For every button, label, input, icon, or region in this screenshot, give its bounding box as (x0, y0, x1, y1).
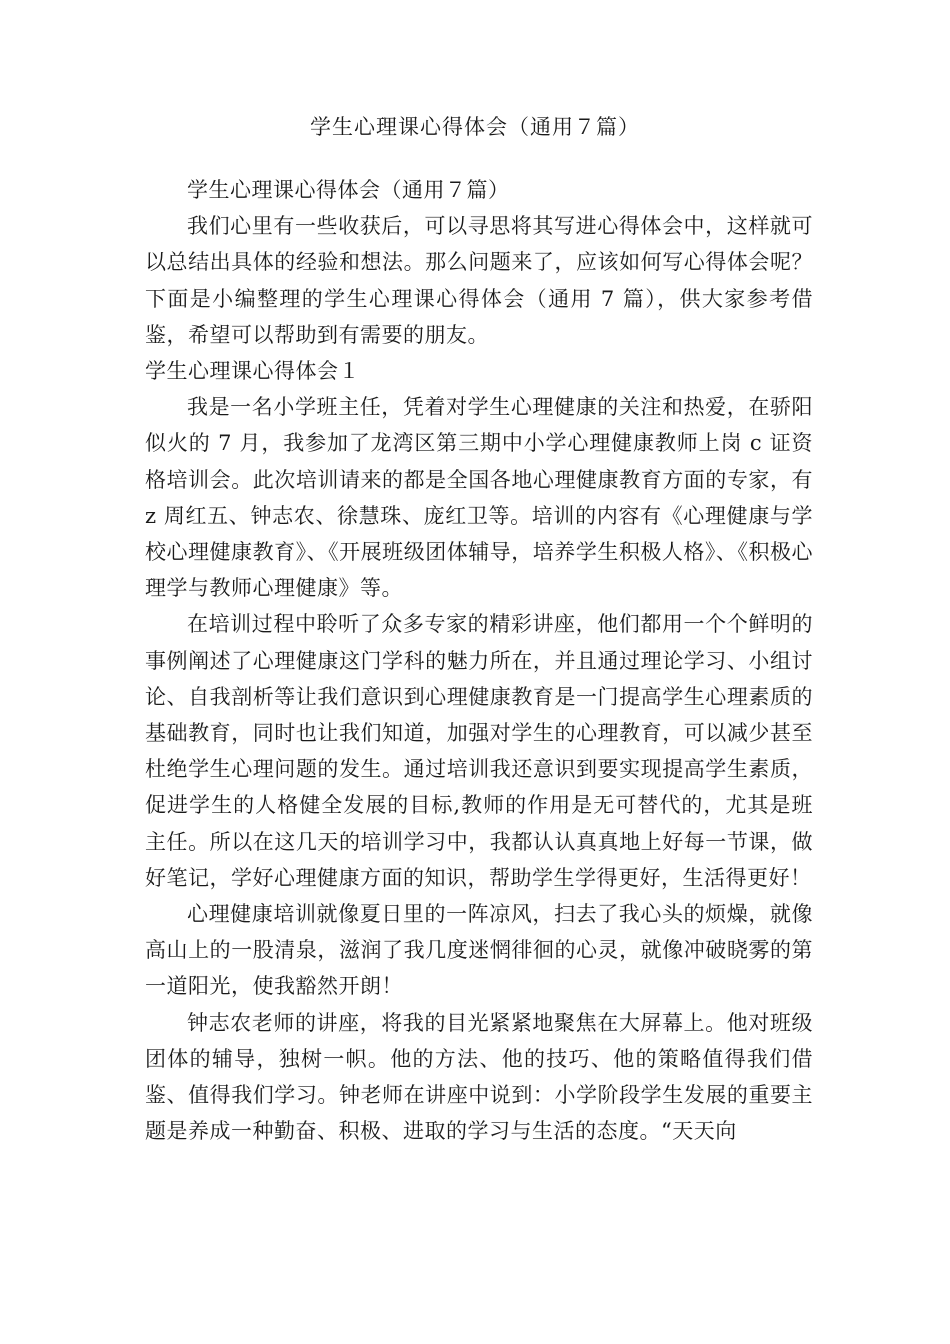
subtitle-paragraph: 学生心理课心得体会（通用７篇） (187, 178, 510, 202)
intro-paragraph: 我们心里有一些收获后，可以寻思将其写进心得体会中，这样就可以总结出具体的经验和想法。那么问题来了，应该如何写心得体会呢？下面是小编整理的学生心理课心得体会（通用 7 篇），供大家参考借鉴，希望可以帮助到有需要的朋友。 (145, 214, 813, 347)
section-heading-1: 学生心理课心得体会１ (145, 359, 360, 384)
body-paragraph: 我是一名小学班主任，凭着对学生心理健康的关注和热爱，在骄阳似火的 7 月，我参加了龙湾区第三期中小学心理健康教师上岗 c 证资格培训会。此次培训请来的都是全国各地心理健康教育方面的专家，有 z 周红五、钟志农、徐慧珠、庞红卫等。培训的内容有《心理健康与学校心理健康教育》、《开展班级团体辅导，培养学生积极人格》、《积极心理学与教师心理健康》等。 (145, 395, 813, 601)
document-title: 学生心理课心得体会（通用７篇） (310, 115, 640, 139)
body-paragraph: 心理健康培训就像夏日里的一阵凉风，扫去了我心头的烦燥，就像高山上的一股清泉，滋润了我几度迷惘徘徊的心灵，就像冲破晓雾的第一道阳光，使我豁然开朗！ (145, 902, 813, 999)
body-paragraph: 钟志农老师的讲座，将我的目光紧紧地聚焦在大屏幕上。他对班级团体的辅导，独树一帜。他的方法、他的技巧、他的策略值得我们借鉴、值得我们学习。钟老师在讲座中说到：小学阶段学生发展的重要主题是养成一种勤奋、积极、进取的学习与生活的态度。“天天向 (145, 1010, 813, 1144)
body-paragraph: 在培训过程中聆听了众多专家的精彩讲座，他们都用一个个鲜明的事例阐述了心理健康这门学科的魅力所在，并且通过理论学习、小组讨论、自我剖析等让我们意识到心理健康教育是一门提高学生心理素质的基础教育，同时也让我们知道，加强对学生的心理教育，可以减少甚至杜绝学生心理问题的发生。通过培训我还意识到要实现提高学生素质，促进学生的人格健全发展的目标,教师的作用是无可替代的，尤其是班主任。所以在这几天的培训学习中，我都认认真真地上好每一节课，做好笔记，学好心理健康方面的知识，帮助学生学得更好，生活得更好！ (145, 612, 813, 890)
document-body (145, 172, 813, 1149)
